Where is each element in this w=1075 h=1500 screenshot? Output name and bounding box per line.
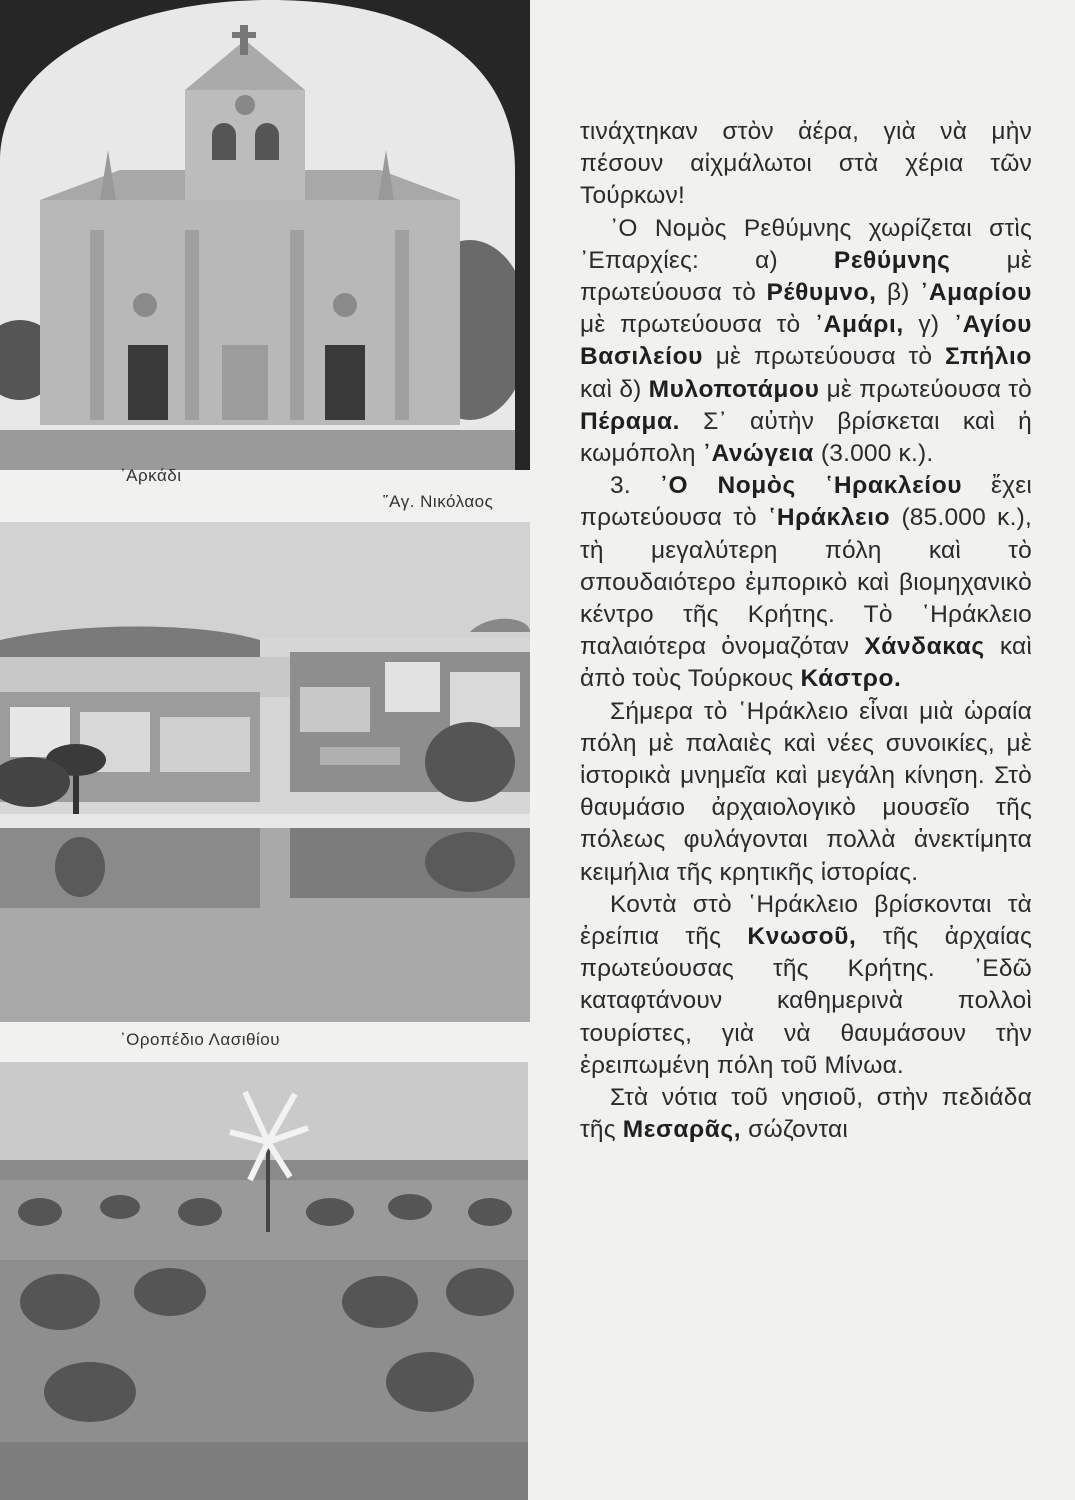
agios-nikolaos-illustration (0, 522, 530, 1022)
photo-agios-nikolaos (0, 522, 530, 1022)
text-run: τῆς ἀρχαίας πρωτεύουσας τῆς Κρήτης. ᾿Εδῶ καταφτάνουν καθημερινὰ πολλοὶ τουρίστες, γιὰ νὰ θαυμάσουν τὴν ἐρειπωμένη πόλη τοῦ Μίνωα. (580, 923, 1032, 1079)
text-run: (85.000 κ.), τὴ μεγαλύτερη πόλη καὶ τὸ σπουδαιότερο ἐμπορικὸ καὶ βιομηχανικὸ κέντρο τῆς Κρήτης. Τὸ ῾Ηράκλειο παλαιότερα ὀνομαζόταν (580, 504, 1032, 661)
text-run: (3.000 κ.). (813, 440, 934, 468)
text-run: Κοντὰ στὸ ῾Ηράκλειο βρίσκονται τὰ ἐρείπια τῆς (580, 890, 1032, 951)
bold-term: ᾿Αγίου Βασιλείου (580, 311, 1033, 371)
bold-term: Μυλοποτάμου (648, 375, 820, 403)
article-text-column (580, 116, 1032, 1147)
bold-term: ᾿Ανώγεια (702, 440, 814, 468)
photo-arkadi-monastery (0, 0, 530, 470)
text-run: τινάχτηκαν στὸν ἀέρα, γιὰ νὰ μὴν πέσουν αἰχμάλωτοι στὰ χέρια τῶν Τούρκων! (580, 118, 1032, 210)
text-run: Στὰ νότια τοῦ νησιοῦ, στὴν πεδιάδα τῆς (580, 1084, 1032, 1144)
paragraph-4 (580, 696, 1032, 889)
paragraph-2 (580, 213, 1032, 471)
text-run: μὲ πρωτεύουσα τὸ (580, 246, 1033, 307)
text-run: μὲ πρωτεύουσα τὸ (580, 311, 815, 339)
arkadi-illustration (0, 0, 530, 470)
bold-term: Κνωσοῦ, (747, 923, 857, 951)
paragraph-1 (580, 116, 1032, 213)
text-run: μὲ πρωτεύουσα τὸ (703, 343, 945, 371)
text-run: καὶ ἀπὸ τοὺς Τούρκους (580, 633, 1032, 693)
bold-term: ᾿Αμάρι, (814, 311, 904, 339)
bold-term: Κάστρο. (800, 665, 902, 693)
text-run: ἔχει πρωτεύουσα τὸ (580, 472, 1032, 532)
paragraph-3 (580, 470, 1032, 695)
bold-term: Μεσαρᾶς, (622, 1116, 742, 1144)
paragraph-5 (580, 889, 1032, 1082)
bold-term: Ρεθύμνης (833, 246, 951, 274)
bold-term: Πέραμα. (580, 407, 681, 435)
photo-lasithi-plateau (0, 1062, 528, 1500)
bold-term: ᾿Ο Νομὸς ῾Ηρακλείου (659, 472, 963, 500)
text-run: Σήμερα τὸ ῾Ηράκλειο εἶναι μιὰ ὡραία πόλη μὲ παλαιὲς καὶ νέες συνοικίες, μὲ ἱστορικὰ μνημεῖα καὶ μεγάλη κίνηση. Στὸ θαυμάσιο ἀρχαιολογικὸ μουσεῖο τῆς πόλεως φυλάγονται πολλὰ ἀνεκτίμητα κειμήλια τῆς κρητικῆς ἱστορίας. (580, 697, 1032, 886)
paragraph-6 (580, 1082, 1032, 1146)
caption-arkadi: ᾿Αρκάδι (120, 466, 182, 485)
bold-term: Ρέθυμνο, (766, 279, 877, 307)
caption-agios-nikolaos: ῞Αγ. Νικόλαος (383, 492, 494, 511)
text-run: 3. (610, 472, 660, 500)
text-run: ᾿Ο Νομὸς Ρεθύμνης χωρίζεται στὶς ᾿Επαρχίες: α) (580, 214, 1032, 274)
text-run: μὲ πρωτεύουσα τὸ (819, 375, 1032, 403)
text-run: σώζονται (741, 1116, 848, 1144)
lasithi-illustration (0, 1062, 528, 1500)
bold-term: ᾿Αμαρίου (920, 279, 1032, 307)
text-run: γ) (903, 311, 954, 339)
text-run: καὶ δ) (580, 375, 649, 403)
bold-term: Χάνδακας (864, 633, 985, 661)
text-run: β) (876, 279, 921, 307)
caption-lasithi-plateau: ᾿Οροπέδιο Λασιθίου (120, 1030, 280, 1049)
bold-term: Σπήλιο (944, 343, 1032, 371)
text-run: Σ᾿ αὐτὴν βρίσκεται καὶ ἡ κωμόπολη (580, 407, 1032, 468)
bold-term: ῾Ηράκλειο (768, 504, 891, 532)
